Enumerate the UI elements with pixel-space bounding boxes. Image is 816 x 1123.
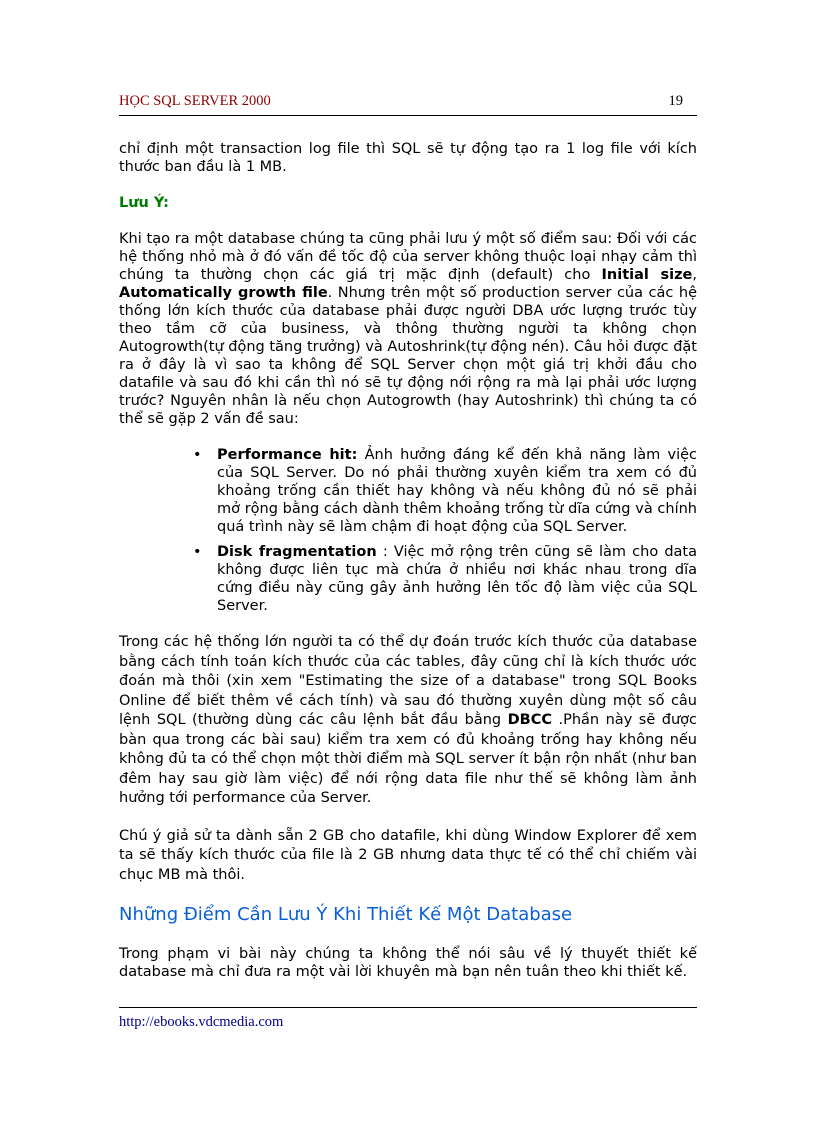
bullet-icon: • [193, 544, 202, 560]
list-item-performance-hit [193, 446, 697, 536]
bullet-icon: • [193, 447, 202, 463]
paragraph-text: Khi tạo ra một database chúng ta cũng phải lưu ý một số điểm sau: Đối với các hệ thống nhỏ mà ở đó vấn đề tốc độ của server không thuộc loại nhạy cảm thì chúng ta thường chọn các giá trị mặc định (default) cho [119, 231, 697, 283]
automatic-growth-term: Automatically growth file [119, 285, 328, 301]
paragraph-database-notes [119, 230, 697, 428]
paragraph-datafile-note: Chú ý giả sử ta dành sẵn 2 GB cho datafile, khi dùng Window Explorer để xem ta sẽ thấy kích thước của file là 2 GB nhưng data thực tế có thể chỉ chiếm vài chục MB mà thôi. [119, 827, 697, 883]
paragraph-text: .Phần này sẽ được bàn qua trong các bài sau) kiểm tra xem có đủ khoảng trống hay không nếu không đủ ta có thể chọn một thời điểm mà SQL server ít bận rộn nhất (như ban đêm hay sau giờ làm việc) để nới rộng data file như thế sẽ không làm ảnh hưởng tới performance của Server. [119, 712, 697, 806]
dbcc-term: DBCC [507, 712, 552, 728]
list-item-text: : Việc mở rộng trên cũng sẽ làm cho data không được liên tục mà chứa ở nhiều nơi khác nhau trong dĩa cứng điều này cũng gây ảnh hưởng lên tốc độ làm việc của SQL Server. [217, 544, 697, 614]
book-title: HỌC SQL SERVER 2000 [119, 93, 271, 109]
paragraph-text: . Nhưng trên một số production server của các hệ thống lớn kích thước của database phải được người DBA ước lượng trước tùy theo tầm cỡ của business, và thông thường người ta không chọn Autogrowth(tự động tăng trưởng) và Autoshrink(tự động nén). Câu hỏi được đặt ra ở đây là vì sao ta không để SQL Server chọn một giá trị khởi đầu cho datafile và sau đó khi cần thì nó sẽ tự động nới rộng ra mà lại phải ước lượng trước? Nguyên nhân là nếu chọn Autogrowth (hay Autoshrink) thì chúng ta có thể sẽ gặp 2 vấn đề sau: [119, 285, 697, 427]
paragraph-text: Trong các hệ thống lớn người ta có thể dự đoán trước kích thước của database bằng cách tính toán kích thước của các tables, đây cũng chỉ là kích thước ước đoán mà thôi (xin xem "Estimating the size of a database" trong SQL Books Online để biết thêm về cách tính) và sau đó thường xuyên dùng một số câu lệnh SQL (thường dùng các câu lệnh bắt đầu bằng [119, 634, 697, 728]
page-footer [119, 1007, 697, 1031]
paragraph-size-estimation [119, 633, 697, 809]
paragraph-text: , [692, 267, 697, 283]
page-header [119, 93, 697, 116]
list-item-text: Ảnh hưởng đáng kể đến khả năng làm việc của SQL Server. Do nó phải thường xuyên kiểm tra xem có đủ khoảng trống cần thiết hay không và nếu không đủ nó sẽ phải mở rộng bằng cách dành thêm khoảng trống từ dĩa cứng và chính quá trình này sẽ làm chậm đi hoạt động của SQL Server. [217, 447, 697, 535]
paragraph-design-intro: Trong phạm vi bài này chúng ta không thể nói sâu về lý thuyết thiết kế database mà chỉ đưa ra một vài lời khuyên mà bạn nên tuân theo khi thiết kế. [119, 946, 697, 980]
footer-link[interactable]: http://ebooks.vdcmedia.com [119, 1014, 284, 1030]
page-content [119, 140, 697, 999]
initial-size-term: Initial size [601, 267, 693, 283]
paragraph-transaction-log: chỉ định một transaction log file thì SQL sẽ tự động tạo ra 1 log file với kích thước ban đầu là 1 MB. [119, 141, 697, 175]
list-item-term: Disk fragmentation [217, 544, 377, 560]
section-heading: Những Điểm Cần Lưu Ý Khi Thiết Kế Một Database [119, 904, 573, 925]
note-heading: Lưu Ý: [119, 195, 169, 211]
issues-list [119, 446, 697, 615]
page-number: 19 [668, 93, 683, 109]
list-item-term: Performance hit: [217, 447, 358, 463]
list-item-disk-fragmentation [193, 543, 697, 615]
